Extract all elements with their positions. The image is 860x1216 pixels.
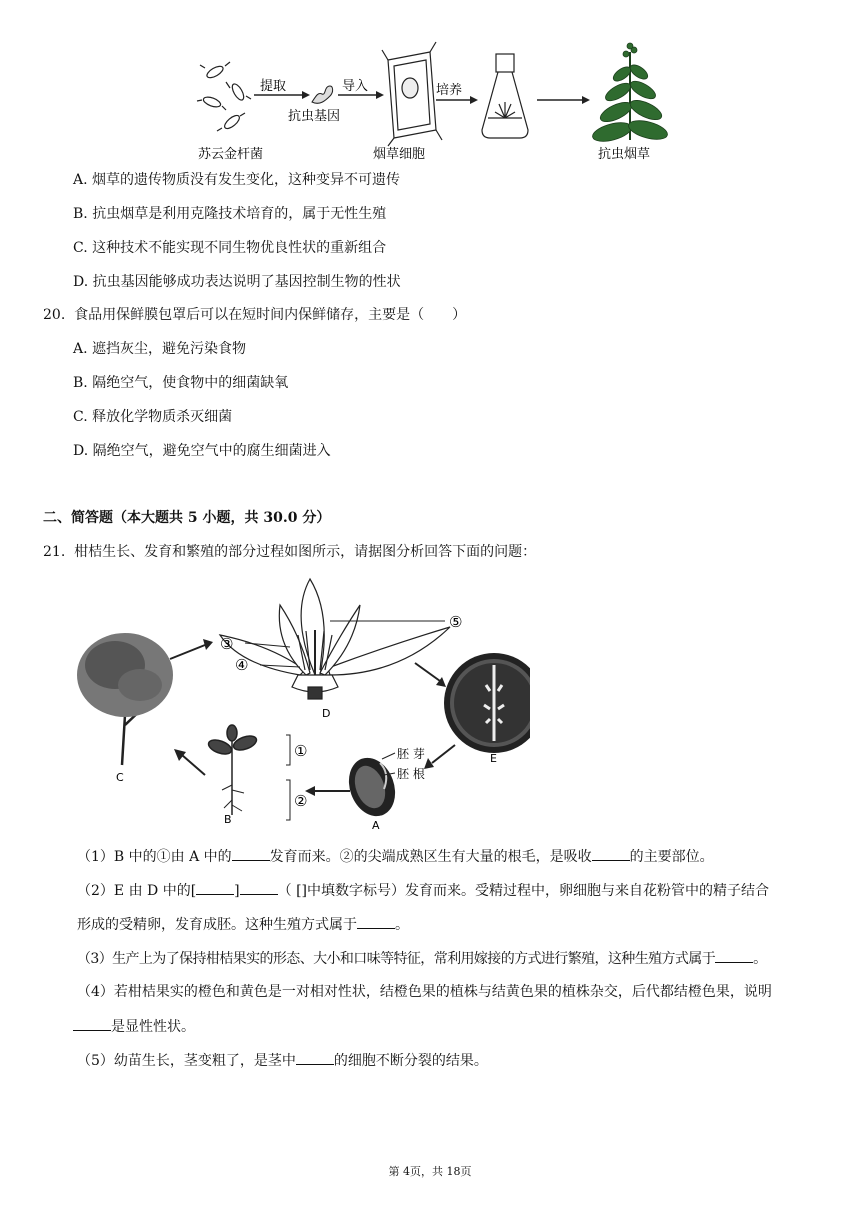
q19-option-b: B. 抗虫烟草是利用克隆技术培育的，属于无性生殖 [73,206,387,222]
blank-6[interactable] [715,948,753,963]
pointer-bud [382,753,395,759]
gene-drawing [312,86,333,103]
blank-5[interactable] [357,914,395,929]
q20-stem: 20. 食品用保鲜膜包罩后可以在短时间内保鲜储存，主要是（ ） [43,307,467,323]
q20-option-a: A. 遮挡灰尘，避免污染食物 [73,341,247,357]
label-bacteria: 苏云金杆菌 [198,147,264,162]
flower-drawing [220,579,450,699]
label-embryo-bud: 胚 芽 [397,747,425,761]
label-one: ① [294,742,308,760]
q19-option-c: C. 这种技术不能实现不同生物优良性状的重新组合 [73,240,387,256]
q20-option-d: D. 隔绝空气，避免空气中的腐生细菌进入 [73,443,331,459]
arrow-c-to-d [170,645,205,659]
page-footer: 第 4页，共 18页 [388,1165,472,1178]
seed-drawing [341,751,403,822]
arrow-e-to-a [432,745,455,763]
q19-option-d: D. 抗虫基因能够成功表达说明了基因控制生物的性状 [73,274,401,290]
citrus-lifecycle-figure [70,575,530,830]
label-B: B [224,813,232,826]
gene-transfer-figure [190,40,670,165]
tobacco-plant-drawing [591,43,670,145]
label-two: ② [294,792,308,810]
seedling-drawing [207,725,259,815]
culture-flask-drawing [482,54,528,138]
label-D: D [322,707,331,720]
q21-sub5: （5）幼苗生长，茎变粗了，是茎中 的细胞不断分裂的结果。 [77,1050,488,1071]
q21-sub1: （1）B 中的①由 A 中的 发育而来。②的尖端成熟区生有大量的根毛，是吸收 的主要部位。 [77,846,714,867]
label-gene: 抗虫基因 [288,109,341,124]
blank-3[interactable] [196,880,234,895]
brace-2 [286,780,290,820]
blank-2[interactable] [592,846,630,861]
label-four: ④ [235,656,249,674]
q21-sub3: （3）生产上为了保持柑桔果实的形态、大小和口味等特征，常利用嫁接的方式进行繁殖，这种生殖方式属于 。 [77,948,767,969]
blank-8[interactable] [296,1050,334,1065]
label-culture: 培养 [436,83,463,98]
label-plant: 抗虫烟草 [598,147,651,162]
q20-option-b: B. 隔绝空气，使食物中的细菌缺氧 [73,375,289,391]
q20-option-c: C. 释放化学物质杀灭细菌 [73,409,233,425]
arrow-b-to-c [182,755,205,775]
q21-sub4-line2: 是显性性状。 [73,1016,195,1037]
label-embryo-root: 胚 根 [397,767,425,781]
q21-sub4-line1: （4）若柑桔果实的橙色和黄色是一对相对性状，结橙色果的植株与结黄色果的植株杂交，后代都结橙色果，说明 [77,984,772,1000]
q21-sub2-line2: 形成的受精卵，发育成胚。这种生殖方式属于 。 [77,914,409,935]
label-cell: 烟草细胞 [373,147,426,162]
label-C: C [116,771,124,784]
blank-7[interactable] [73,1016,111,1031]
label-extract: 提取 [260,79,287,94]
section-title: 二、简答题（本大题共 5 小题，共 30.0 分） [43,510,331,526]
label-three: ③ [220,635,234,653]
bacteria-drawing [197,62,251,131]
label-five: ⑤ [449,613,463,631]
label-A: A [372,819,380,830]
blank-1[interactable] [232,846,270,861]
tobacco-cell-drawing [382,42,442,146]
label-import: 导入 [342,79,369,94]
tree-drawing [77,633,173,765]
q19-option-a: A. 烟草的遗传物质没有发生变化，这种变异不可遗传 [73,172,401,188]
label-E: E [490,752,497,765]
blank-4[interactable] [240,880,278,895]
q21-stem: 21. 柑桔生长、发育和繁殖的部分过程如图所示，请据图分析回答下面的问题： [43,544,537,560]
arrow-d-to-e [415,663,440,681]
q21-sub2-line1: （2）E 由 D 中的[ ] （ []中填数字标号）发育而来。受精过程中，卵细胞与来自花粉管中的精子结合 [77,880,769,901]
fruit-drawing [444,653,530,753]
brace-1 [286,735,290,765]
